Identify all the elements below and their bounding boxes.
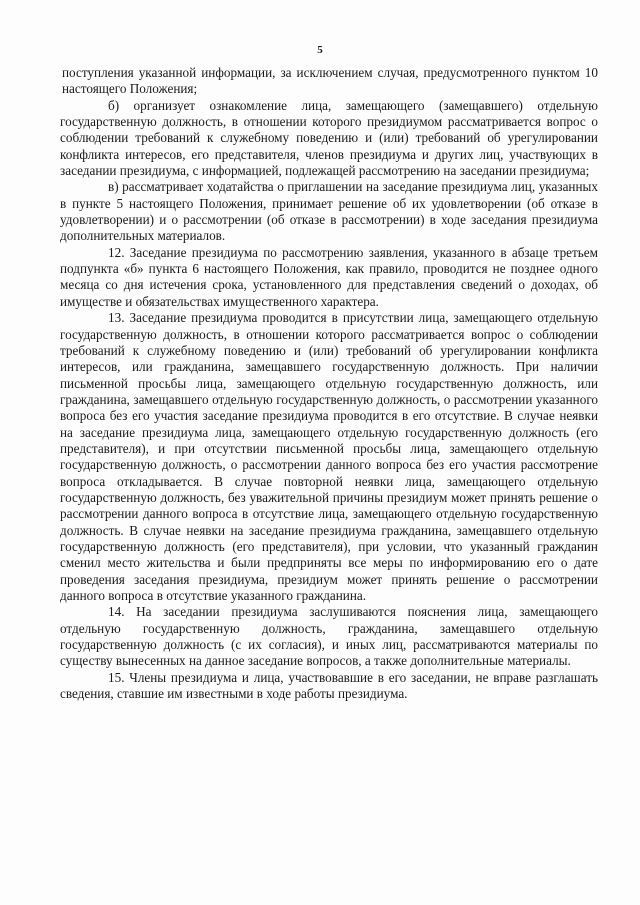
document-body	[60, 65, 598, 702]
paragraph-continuation: поступления указанной информации, за исключением случая, предусмотренного пунктом 10 настоящего Положения;	[62, 65, 598, 97]
paragraph-13: 13. Заседание президиума проводится в присутствии лица, замещающего отдельную государственную должность, в отношении которого рассматривается вопрос о соблюдении требований к служебному поведению и (или) требований об урегулировании конфликта интересов, или гражданина, замещавшего государственную должность. При наличии письменной просьбы лица, замещающего отдельную государственную должность, или гражданина, замещавшего отдельную государственную должность, о рассмотрении указанного вопроса без его участия заседание президиума проводится в его отсутствие. В случае неявки на заседание президиума лица, замещающего отдельную государственную должность (его представителя), и при отсутствии письменной просьбы лица, замещающего отдельную государственную должность, о рассмотрении данного вопроса без его участия рассмотрение вопроса откладывается. В случае повторной неявки лица, замещающего отдельную государственную должность, без уважительной причины президиум может принять решение о рассмотрении данного вопроса в отсутствие лица, замещающего отдельную государственную должность. В случае неявки на заседание президиума гражданина, замещавшего отдельную государственную должность (его представителя), при условии, что указанный гражданин сменил место жительства и были предприняты все меры по информированию его о дате проведения заседания президиума, президиум может принять решение о рассмотрении данного вопроса в отсутствие указанного гражданина.	[60, 310, 598, 603]
paragraph-15: 15. Члены президиума и лица, участвовавшие в его заседании, не вправе разглашать сведения, ставшие им известными в ходе работы президиума.	[60, 669, 598, 702]
page-number: 5	[317, 44, 323, 56]
paragraph-11v: в) рассматривает ходатайства о приглашении на заседание президиума лиц, указанных в пункте 5 настоящего Положения, принимает решение об их удовлетворении (об отказе в удовлетворении) и о рассмотрении (об отказе в рассмотрении) в ходе заседания президиума дополнительных материалов.	[60, 179, 598, 244]
paragraph-11b: б) организует ознакомление лица, замещающего (замещавшего) отдельную государственную должность, в отношении которого президиумом рассматривается вопрос о соблюдении требований к служебному поведению и (или) требований об урегулировании конфликта интересов, его представителя, членов президиума и других лиц, участвующих в заседании президиума, с информацией, подлежащей рассмотрению на заседании президиума;	[60, 97, 598, 179]
paragraph-12: 12. Заседание президиума по рассмотрению заявления, указанного в абзаце третьем подпункта «б» пункта 6 настоящего Положения, как правило, проводится не позднее одного месяца со дня истечения срока, установленного для представления сведений о доходах, об имуществе и обязательствах имущественного характера.	[60, 244, 598, 309]
paragraph-14: 14. На заседании президиума заслушиваются пояснения лица, замещающего отдельную государственную должность, гражданина, замещавшего отдельную государственную должность (с их согласия), и иных лиц, рассматриваются материалы по существу вынесенных на данное заседание вопросов, а также дополнительные материалы.	[60, 604, 598, 669]
